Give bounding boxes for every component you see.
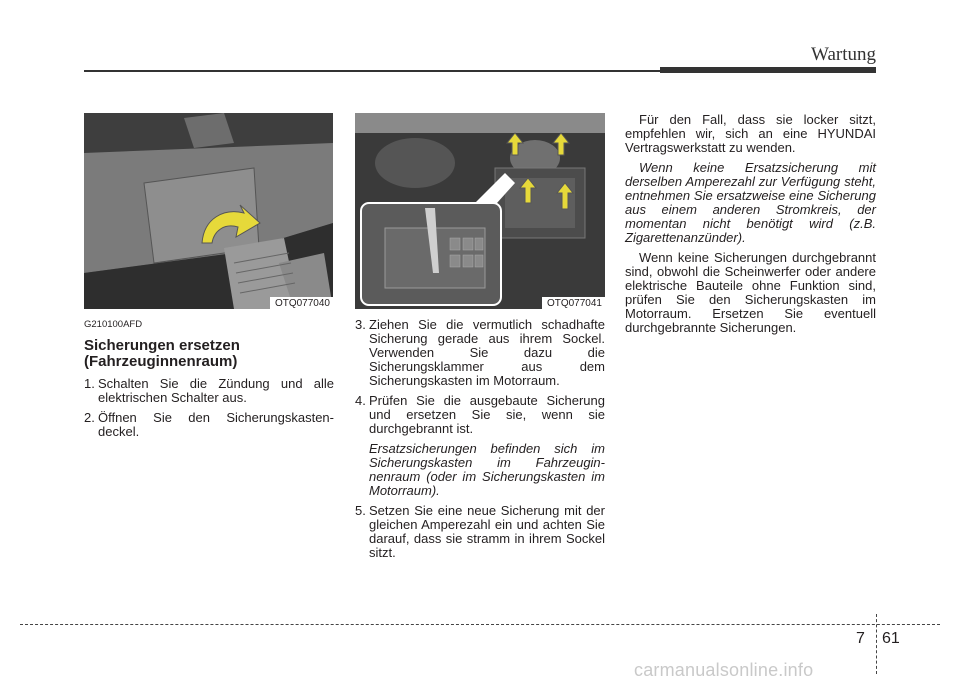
step-item xyxy=(355,394,605,436)
step-text: Prüfen Sie die ausgebaute Sicherung und ersetzen Sie sie, wenn sie durchgebrannt ist. xyxy=(369,393,605,436)
spare-fuse-note: Ersatzsicherungen befinden sich im Sicherungskasten im Fahrzeugin-nenraum (oder im Sicherungskasten im Motorraum). xyxy=(369,441,605,498)
footer-divider xyxy=(876,614,877,674)
engine-bay-photo xyxy=(355,113,605,309)
step-number: 2. xyxy=(84,410,95,425)
step-text: Ziehen Sie die vermutlich schadhafte Sicherung gerade aus ihrem Sockel. Verwenden Sie dazu die Sicherungsklammer aus dem Sicherungskasten im Motorraum. xyxy=(369,317,605,388)
step-number: 1. xyxy=(84,376,95,391)
paragraph: Für den Fall, dass sie locker sitzt, empfehlen wir, sich an eine HYUNDAI Vertragswerkstatt zu wenden. xyxy=(625,112,876,155)
section-code: G210100AFD xyxy=(84,319,143,330)
watermark: carmanualsonline.info xyxy=(634,660,814,680)
step-item xyxy=(84,377,334,405)
step-text: Schalten Sie die Zündung und alle elektrischen Schalter aus. xyxy=(98,376,334,405)
heading-line: Sicherungen ersetzen xyxy=(84,337,240,354)
page-number: 61 xyxy=(882,630,900,647)
header-bar xyxy=(660,67,876,73)
italic-paragraph: Wenn keine Ersatzsicherung mit derselben Amperezahl zur Verfügung steht, entnehmen Sie ersatzweise eine Sicherung aus einem anderen Stromkreis, der momentan nicht benötigt wird (z.B. Zigarettenanzünder). xyxy=(625,160,876,245)
figure-label: OTQ077041 xyxy=(542,297,605,309)
step-number: 3. xyxy=(355,317,366,332)
figure-label: OTQ077040 xyxy=(270,297,333,309)
step-item xyxy=(355,318,605,388)
header-rule xyxy=(84,70,660,72)
column-3 xyxy=(625,113,876,341)
step-number: 5. xyxy=(355,503,366,518)
section-title: Wartung xyxy=(811,44,876,65)
section-heading xyxy=(84,338,334,370)
step-item xyxy=(84,411,334,439)
step-text: Setzen Sie eine neue Sicherung mit der gleichen Amperezahl ein und achten Sie darauf, dass sie stramm in ihrem Sockel sitzt. xyxy=(369,503,605,560)
step-number: 4. xyxy=(355,393,366,408)
heading-line: (Fahrzeuginnenraum) xyxy=(84,353,238,370)
column-1 xyxy=(84,318,334,445)
chapter-number: 7 xyxy=(856,630,865,647)
footer-rule xyxy=(20,624,940,625)
paragraph: Wenn keine Sicherungen durchgebrannt sind, obwohl die Scheinwerfer oder andere elektrische Bauteile ohne Funktion sind, prüfen Sie den Sicherungskasten im Motorraum. Ersetzen Sie eventuell durchgebrannte Sicherungen. xyxy=(625,250,876,335)
step-item xyxy=(355,504,605,560)
step-text: Öffnen Sie den Sicherungskasten-deckel. xyxy=(98,410,334,439)
column-2 xyxy=(355,318,605,566)
fuse-panel-interior-photo xyxy=(84,113,333,309)
